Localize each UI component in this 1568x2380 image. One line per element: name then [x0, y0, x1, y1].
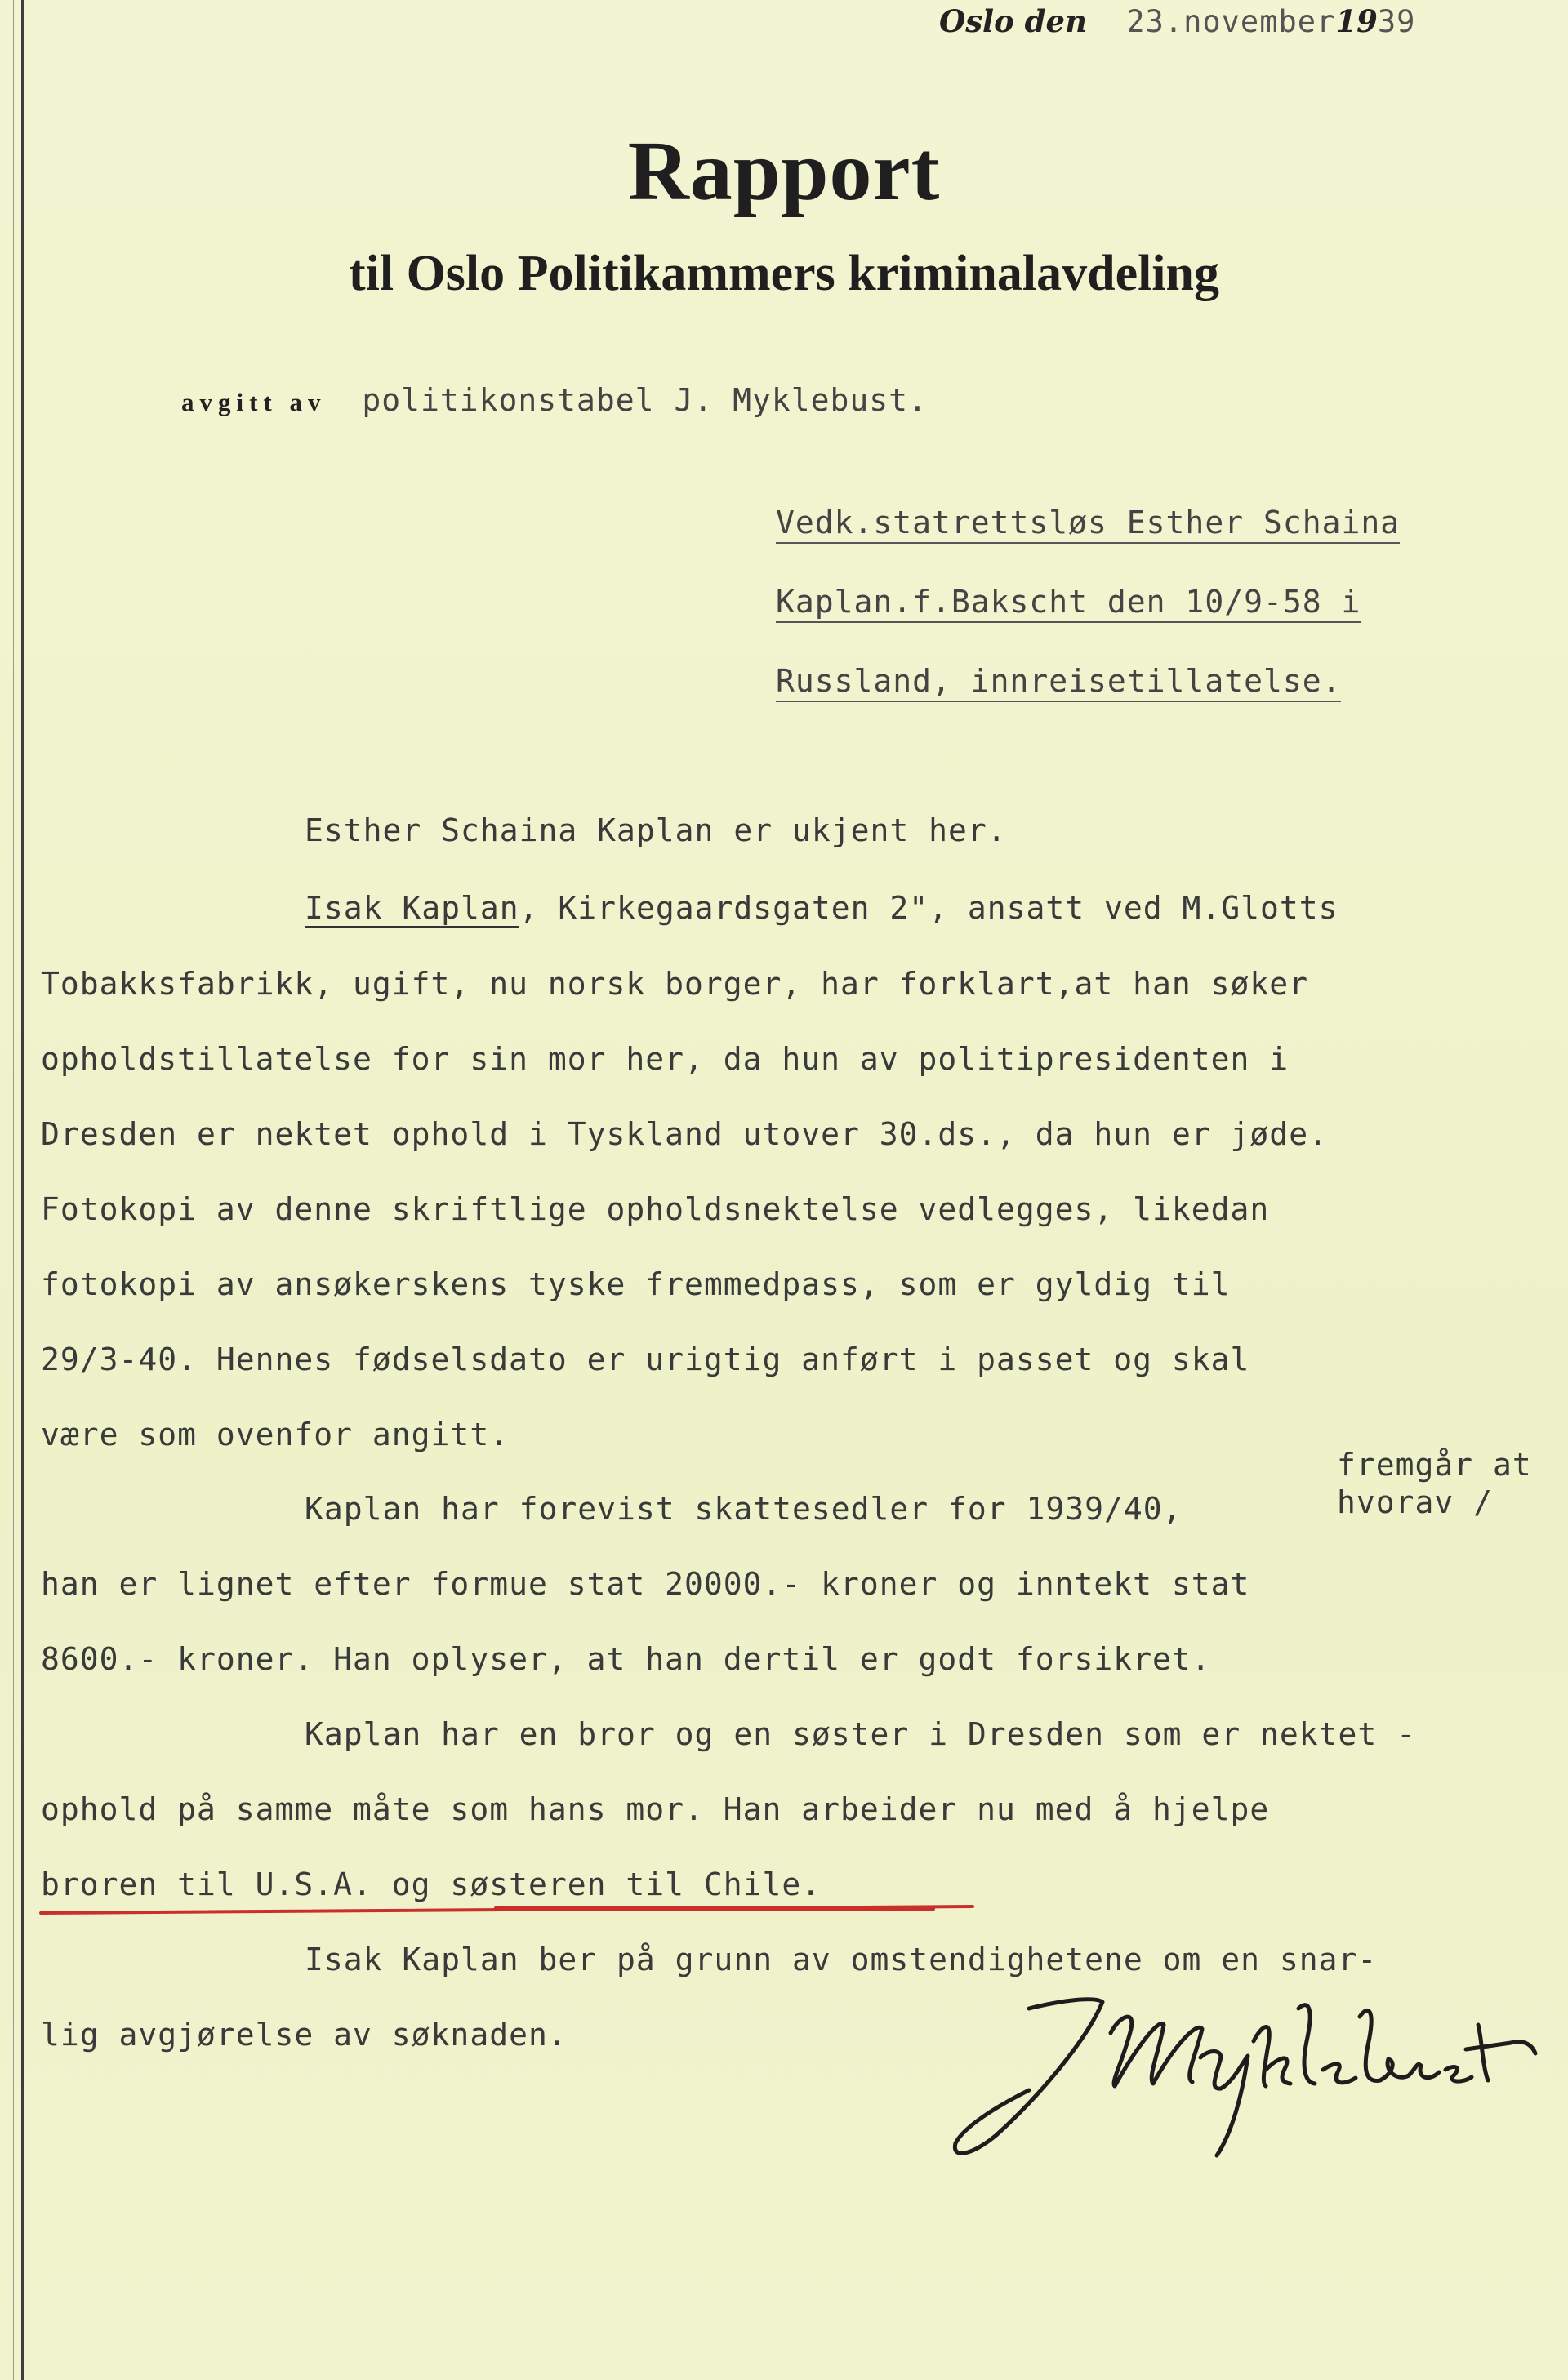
applicant-details: , Kirkegaardsgaten 2", ansatt ved M.Glotts: [519, 890, 1339, 926]
signature-st-stroke: [1446, 2025, 1535, 2081]
applicant-name: Isak Kaplan: [305, 890, 519, 928]
signature-k-stroke: [1254, 2027, 1290, 2087]
report-subtitle: til Oslo Politikammers kriminalavdeling: [348, 246, 1220, 301]
insert-hvorav: hvorav /: [1337, 1484, 1494, 1520]
margin-line-thin: [13, 0, 14, 2380]
body-line-5: fotokopi av ansøkerskens tyske fremmedpass, som er gyldig til: [41, 1266, 1231, 1302]
body-line-4: Fotokopi av denne skriftlige opholdsnektelse vedlegges, likedan: [41, 1191, 1270, 1227]
body-line-3: Dresden er nektet ophold i Tyskland utover 30.ds., da hun er jøde.: [41, 1116, 1328, 1152]
subject-line-3: Russland, innreisetillatelse.: [776, 663, 1341, 702]
place-date-label: Oslo den: [939, 3, 1087, 39]
paragraph-4-line-2: ophold på samme måte som hans mor. Han arbeider nu med å hjelpe: [41, 1791, 1270, 1827]
signature-le-stroke: [1298, 2005, 1356, 2084]
body-line-1: Tobakksfabrikk, ugift, nu norsk borger, har forklart,at han søker: [41, 966, 1309, 1002]
signature-j-stroke: [955, 2000, 1102, 2154]
body-line-7: være som ovenfor angitt.: [41, 1417, 510, 1452]
red-underline-emphasis: [494, 1906, 935, 1911]
paragraph-3-first-line: Kaplan har forevist skattesedler for 1939/40,: [305, 1491, 1183, 1527]
paragraph-1: Esther Schaina Kaplan er ukjent her.: [305, 812, 1007, 848]
body-line-2: opholdstillatelse for sin mor her, da hun av politipresidenten i: [41, 1041, 1290, 1077]
paragraph-5-last-line: lig avgjørelse av søknaden.: [41, 2017, 568, 2053]
year-value: 39: [1377, 4, 1416, 39]
date-value: 23.november: [1126, 4, 1336, 39]
author-value: politikonstabel J. Myklebust.: [362, 382, 928, 418]
paragraph-3-line-2: han er lignet efter formue stat 20000.- kroner og inntekt stat: [41, 1566, 1250, 1602]
margin-line: [21, 0, 24, 2380]
year-prefix: 19: [1335, 3, 1378, 39]
signature-bu-stroke: [1360, 2010, 1439, 2080]
dateline: [939, 3, 1415, 39]
paragraph-3-line-3: 8600.- kroner. Han oplyser, at han dertil er godt forsikret.: [41, 1641, 1211, 1677]
paragraph-4-line-3: broren til U.S.A. og søsteren til Chile.: [41, 1866, 822, 1902]
paragraph-2-first-line: [305, 890, 1339, 926]
signature: [939, 1992, 1560, 2172]
subject-line-1: Vedk.statrettsløs Esther Schaina: [776, 505, 1400, 544]
paragraph-5-first-line: Isak Kaplan ber på grunn av omstendighetene om en snar-: [305, 1942, 1378, 1977]
subject-line-2: Kaplan.f.Bakscht den 10/9-58 i: [776, 584, 1361, 623]
signature-m-stroke: [1111, 2017, 1202, 2086]
paragraph-4-first-line: Kaplan har en bror og en søster i Dresden som er nektet -: [305, 1716, 1417, 1752]
author-label: avgitt av: [181, 388, 327, 416]
insert-fremgar: fremgår at: [1337, 1447, 1532, 1483]
signature-y-stroke: [1200, 2052, 1248, 2156]
author-line: [181, 382, 928, 418]
report-title: Rapport: [627, 124, 941, 218]
body-line-6: 29/3-40. Hennes fødselsdato er urigtig anført i passet og skal: [41, 1341, 1250, 1377]
